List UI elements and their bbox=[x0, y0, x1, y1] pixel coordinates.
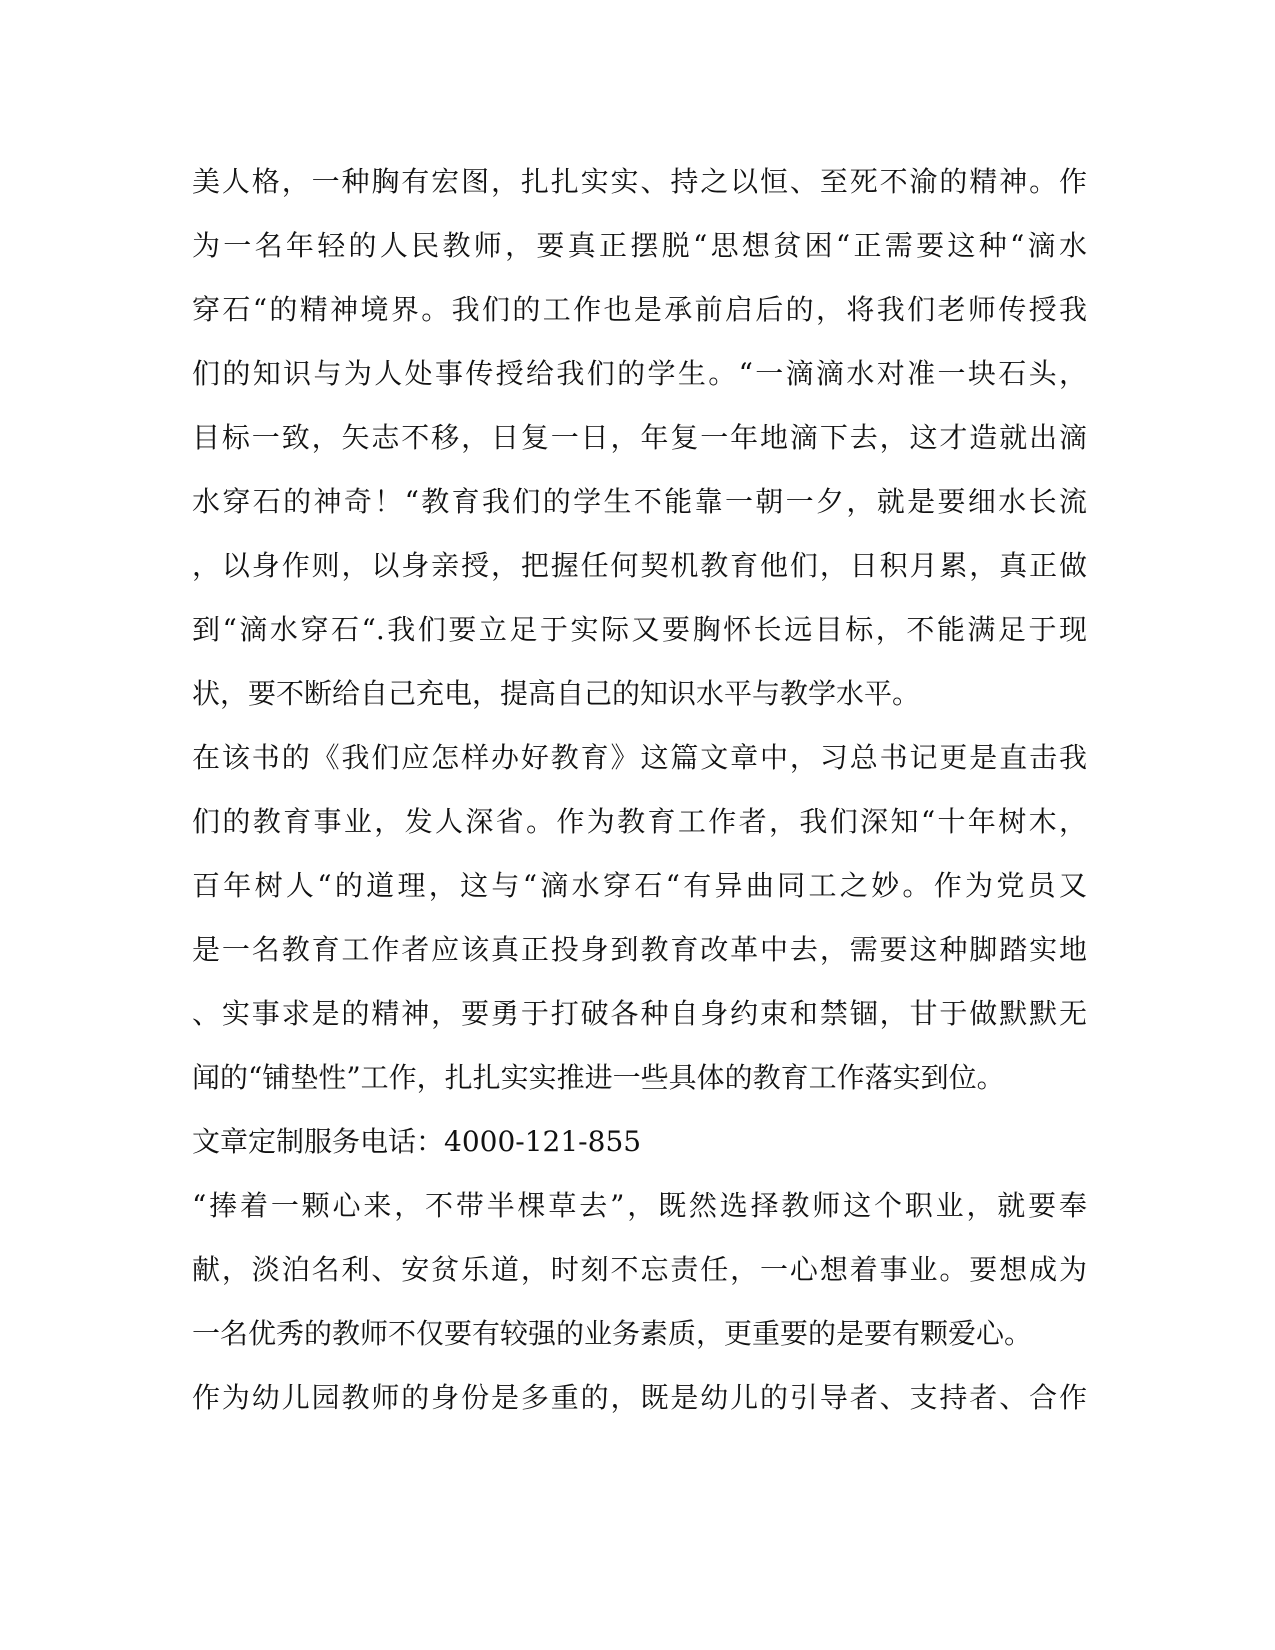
text-line: 水穿石的神奇！“教育我们的学生不能靠一朝一夕，就是要细水长流 bbox=[192, 485, 1087, 518]
text-line: 一名优秀的教师不仅要有较强的业务素质，更重要的是要有颗爱心。 bbox=[192, 1317, 1033, 1350]
body-text bbox=[192, 150, 1087, 1430]
text-line: 到“滴水穿石“.我们要立足于实际又要胸怀长远目标，不能满足于现 bbox=[192, 613, 1087, 646]
paragraph-end-line: 状，要不断给自己充电，提高自己的知识水平与教学水平。 bbox=[192, 677, 921, 710]
text-line: 是一名教育工作者应该真正投身到教育改革中去，需要这种脚踏实地 bbox=[192, 933, 1087, 966]
service-phone-line: 文章定制服务电话：4000-121-855 bbox=[192, 1125, 642, 1158]
text-line: 在该书的《我们应怎样办好教育》这篇文章中，习总书记更是直击我 bbox=[192, 741, 1087, 774]
paragraph-end-line: 闻的“铺垫性”工作，扎扎实实推进一些具体的教育工作落实到位。 bbox=[192, 1061, 1005, 1094]
text-line: 穿石“的精神境界。我们的工作也是承前启后的，将我们老师传授我 bbox=[192, 293, 1087, 326]
text-line: 们的教育事业，发人深省。作为教育工作者，我们深知“十年树木， bbox=[192, 805, 1087, 838]
text-line: “捧着一颗心来，不带半棵草去”，既然选择教师这个职业，就要奉 bbox=[192, 1189, 1087, 1222]
text-line: 们的知识与为人处事传授给我们的学生。“一滴滴水对准一块石头， bbox=[192, 357, 1087, 390]
text-line: ，以身作则，以身亲授，把握任何契机教育他们，日积月累，真正做 bbox=[192, 549, 1087, 582]
text-line: 献，淡泊名利、安贫乐道，时刻不忘责任，一心想着事业。要想成为 bbox=[192, 1253, 1087, 1286]
text-line: 目标一致，矢志不移，日复一日，年复一年地滴下去，这才造就出滴 bbox=[192, 421, 1087, 454]
text-line: 作为幼儿园教师的身份是多重的，既是幼儿的引导者、支持者、合作 bbox=[192, 1381, 1087, 1414]
text-line: 百年树人“的道理，这与“滴水穿石“有异曲同工之妙。作为党员又 bbox=[192, 869, 1087, 902]
text-line: 为一名年轻的人民教师，要真正摆脱“思想贫困“正需要这种“滴水 bbox=[192, 229, 1087, 262]
text-line: 美人格，一种胸有宏图，扎扎实实、持之以恒、至死不渝的精神。作 bbox=[192, 165, 1087, 198]
text-line: 、实事求是的精神，要勇于打破各种自身约束和禁锢，甘于做默默无 bbox=[192, 997, 1087, 1030]
